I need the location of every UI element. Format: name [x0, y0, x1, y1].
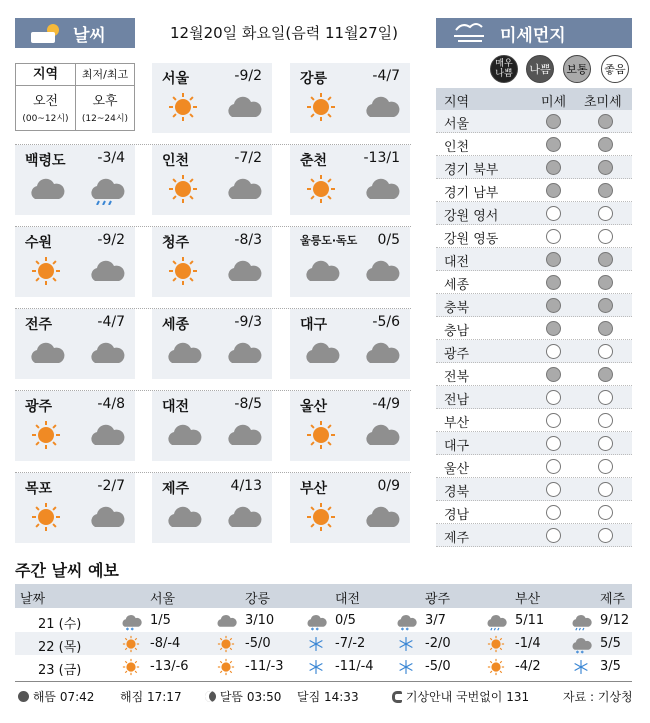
pm25-indicator [598, 482, 613, 497]
sunrise [18, 688, 94, 705]
city-temp: -4/8 [97, 396, 125, 412]
cloud-icon [87, 337, 125, 369]
weekly-header: 강릉 [245, 592, 271, 607]
city-card [15, 473, 135, 543]
dust-row [436, 110, 632, 133]
weekly-temp: -11/-4 [335, 659, 374, 674]
city-card [15, 145, 135, 215]
city-temp: -5/6 [372, 314, 400, 330]
pm25-indicator [598, 528, 613, 543]
weekly-temp: 3/10 [245, 613, 275, 628]
cloud-icon [302, 255, 340, 287]
legend-am-label: 오전 [32, 94, 59, 109]
city-temp: 4/13 [230, 478, 262, 494]
dust-row [436, 225, 632, 248]
dust-row [436, 317, 632, 340]
city-name: 부산 [300, 481, 328, 497]
city-temp: -13/1 [363, 150, 400, 166]
weekly-temp: -1/4 [515, 636, 541, 651]
cloud-icon [362, 173, 400, 205]
weekly-temp: -11/-3 [245, 659, 284, 674]
sun-icon [302, 91, 340, 123]
city-temp: -2/7 [97, 478, 125, 494]
city-name: 청주 [162, 235, 190, 251]
sun-icon [302, 501, 340, 533]
rain-cloud-icon [570, 611, 592, 631]
city-name: 강릉 [300, 71, 328, 87]
dust-row [436, 202, 632, 225]
city-temp: -7/2 [234, 150, 262, 166]
weather-title: 날씨 [73, 25, 106, 46]
pm10-indicator [546, 206, 561, 221]
legend-bad: 나쁨 [526, 55, 554, 83]
pm10-indicator [546, 252, 561, 267]
pm25-indicator [598, 344, 613, 359]
weekly-header: 서울 [150, 592, 176, 607]
pm10-indicator [546, 183, 561, 198]
cloud-icon [164, 501, 202, 533]
pm10-indicator [546, 367, 561, 382]
dust-row [436, 340, 632, 363]
dust-region: 광주 [444, 347, 470, 362]
dust-region: 전남 [444, 393, 470, 408]
sunrise-text: 해뜸 07:42 [32, 690, 95, 704]
city-card [152, 309, 272, 379]
sun-icon [27, 419, 65, 451]
moonset-text: 달짐 14:33 [297, 690, 359, 704]
sun-icon [215, 634, 237, 654]
city-card [290, 145, 410, 215]
legend-pm-label: 오후 [92, 94, 118, 109]
cloud-icon [87, 419, 125, 451]
snow-cloud-icon [120, 611, 142, 631]
dust-row [436, 133, 632, 156]
weekly-temp: 5/5 [600, 636, 621, 651]
dust-region: 부산 [444, 416, 470, 431]
weekly-temp: 0/5 [335, 613, 356, 628]
legend-am [16, 86, 76, 130]
city-name: 목포 [25, 481, 53, 497]
weekly-temp: 1/5 [150, 613, 171, 628]
pm10-indicator [546, 459, 561, 474]
dust-title: 미세먼지 [500, 25, 566, 46]
dust-region: 충북 [444, 301, 470, 316]
dust-row [436, 363, 632, 386]
pm25-indicator [598, 252, 613, 267]
dust-region: 강원 영동 [444, 232, 499, 247]
sun-icon [27, 255, 65, 287]
cloud-icon [224, 337, 262, 369]
pm10-indicator [546, 505, 561, 520]
svg-text:✱ ✱: ✱ ✱ [125, 626, 134, 631]
pm10-indicator [546, 413, 561, 428]
cloud-icon [87, 501, 125, 533]
pm10-indicator [546, 298, 561, 313]
cloud-icon [362, 501, 400, 533]
snowflake-icon [305, 657, 327, 677]
cloud-icon [362, 419, 400, 451]
cloud-icon [224, 91, 262, 123]
pm25-indicator [598, 321, 613, 336]
city-temp: -8/3 [234, 232, 262, 248]
city-name: 서울 [162, 71, 190, 87]
haze-icon [450, 20, 490, 46]
weekly-temp: 5/11 [515, 613, 545, 628]
pm25-indicator [598, 505, 613, 520]
dust-region: 대전 [444, 255, 470, 270]
dust-row [436, 271, 632, 294]
dust-row [436, 478, 632, 501]
city-temp: -3/4 [97, 150, 125, 166]
pm25-indicator [598, 298, 613, 313]
pm10-indicator [546, 482, 561, 497]
source-text: 자료 : 기상청 [563, 690, 633, 704]
weekly-temp: -7/-2 [335, 636, 366, 651]
dust-region: 울산 [444, 462, 470, 477]
sun-icon [302, 419, 340, 451]
weekly-temp: -2/0 [425, 636, 451, 651]
weekly-title: 주간 날씨 예보 [15, 561, 119, 580]
sun-icon [120, 657, 142, 677]
city-card [290, 227, 410, 297]
city-card [152, 227, 272, 297]
city-name: 대전 [162, 399, 190, 415]
svg-text:✱ ✱: ✱ ✱ [575, 649, 584, 654]
cloud-icon [362, 91, 400, 123]
pm25-indicator [598, 206, 613, 221]
city-temp: -4/7 [372, 68, 400, 84]
pm10-indicator [546, 229, 561, 244]
legend-normal: 보통 [563, 55, 591, 83]
city-name: 백령도 [25, 153, 66, 169]
dust-header [436, 18, 632, 48]
moonrise [205, 688, 281, 705]
pm10-indicator [546, 528, 561, 543]
dust-col-pm25: 초미세 [584, 95, 622, 110]
pm25-indicator [598, 160, 613, 175]
snowflake-icon [395, 634, 417, 654]
dust-col-region: 지역 [444, 95, 470, 110]
city-card [15, 309, 135, 379]
weekly-date: 21 (수) [38, 617, 82, 632]
city-card [15, 227, 135, 297]
weekly-temp: -5/0 [425, 659, 451, 674]
weekly-header: 날짜 [20, 592, 46, 607]
weather-header [15, 18, 135, 48]
legend-am-range: (00~12시) [22, 114, 69, 124]
pm10-indicator [546, 160, 561, 175]
city-temp: -8/5 [234, 396, 262, 412]
legend-very-bad: 매우 나쁨 [490, 55, 518, 83]
city-card [290, 63, 410, 133]
pm10-indicator [546, 275, 561, 290]
cloud-icon [362, 255, 400, 287]
city-name: 수원 [25, 235, 53, 251]
weekly-temp: 3/7 [425, 613, 446, 628]
city-card [152, 63, 272, 133]
svg-text:✱ ✱: ✱ ✱ [310, 626, 319, 631]
snow-cloud-icon [395, 611, 417, 631]
legend-pm [76, 86, 134, 130]
weekly-temp: -4/2 [515, 659, 541, 674]
dust-row [436, 156, 632, 179]
dust-region: 경북 [444, 485, 470, 500]
snowflake-icon [305, 634, 327, 654]
city-name: 세종 [162, 317, 190, 333]
legend-temp: 최저/최고 [76, 64, 134, 86]
city-card [15, 391, 135, 461]
phone-icon [392, 691, 402, 703]
snow-cloud-icon [305, 611, 327, 631]
sun-icon [27, 501, 65, 533]
sunset-text: 해짐 17:17 [120, 690, 182, 704]
dust-table-header [436, 88, 632, 110]
pm25-indicator [598, 459, 613, 474]
cloud-icon [362, 337, 400, 369]
city-name: 제주 [162, 481, 190, 497]
pm25-indicator [598, 436, 613, 451]
pm25-indicator [598, 229, 613, 244]
city-card [290, 473, 410, 543]
city-temp: -9/2 [234, 68, 262, 84]
dust-region: 제주 [444, 531, 470, 546]
cloud-icon [224, 419, 262, 451]
city-name: 전주 [25, 317, 53, 333]
legend-pm-range: (12~24시) [81, 114, 129, 124]
weather-info [392, 688, 529, 705]
city-card [152, 145, 272, 215]
city-temp: -9/2 [97, 232, 125, 248]
sun-icon [215, 657, 237, 677]
dust-row [436, 179, 632, 202]
dust-row [436, 294, 632, 317]
weekly-temp: 3/5 [600, 659, 621, 674]
cloud-icon [302, 337, 340, 369]
pm10-indicator [546, 390, 561, 405]
dust-region: 충남 [444, 324, 470, 339]
pm25-indicator [598, 367, 613, 382]
sun-icon [164, 173, 202, 205]
sun-icon [302, 173, 340, 205]
city-temp: 0/9 [377, 478, 400, 494]
dust-row [436, 432, 632, 455]
rain-cloud-icon [485, 611, 507, 631]
city-card [152, 391, 272, 461]
weather-legend [15, 63, 135, 131]
snowflake-icon [570, 657, 592, 677]
pm25-indicator [598, 275, 613, 290]
city-temp: -4/7 [97, 314, 125, 330]
city-temp: 0/5 [377, 232, 400, 248]
cloud-icon [164, 337, 202, 369]
dust-row [436, 501, 632, 524]
dust-region: 경남 [444, 508, 470, 523]
sun-small-icon [18, 691, 29, 702]
sun-icon [164, 255, 202, 287]
city-name: 춘천 [300, 153, 328, 169]
city-name: 대구 [300, 317, 328, 333]
moon-icon [205, 691, 216, 702]
dust-row [436, 524, 632, 547]
weekly-header: 제주 [600, 592, 626, 607]
city-card [152, 473, 272, 543]
dust-region: 경기 북부 [444, 163, 499, 178]
pm25-indicator [598, 413, 613, 428]
weekly-date: 22 (목) [38, 640, 82, 655]
weekly-temp: -13/-6 [150, 659, 189, 674]
dust-col-pm10: 미세 [541, 95, 567, 110]
sun-icon [485, 657, 507, 677]
weekly-temp: 9/12 [600, 613, 630, 628]
dust-region: 대구 [444, 439, 470, 454]
dust-row [436, 455, 632, 478]
snow-cloud-icon [570, 634, 592, 654]
cloud-icon [224, 173, 262, 205]
weekly-header: 부산 [515, 592, 541, 607]
weekly-temp: -5/0 [245, 636, 271, 651]
dust-row [436, 248, 632, 271]
pm10-indicator [546, 137, 561, 152]
weather-date: 12월20일 화요일(음력 11월27일) [170, 24, 398, 42]
city-name: 울릉도·독도 [300, 234, 358, 247]
cloud-icon [215, 611, 237, 631]
pm10-indicator [546, 321, 561, 336]
rain-cloud-icon [87, 173, 125, 205]
svg-text:✱ ✱: ✱ ✱ [400, 626, 409, 631]
pm10-indicator [546, 114, 561, 129]
cloud-icon [164, 419, 202, 451]
city-card [290, 309, 410, 379]
pm10-indicator [546, 436, 561, 451]
weekly-header: 대전 [335, 592, 361, 607]
sun-icon [120, 634, 142, 654]
dust-row [436, 409, 632, 432]
dust-region: 세종 [444, 278, 470, 293]
sun-icon [485, 634, 507, 654]
city-temp: -4/9 [372, 396, 400, 412]
legend-region: 지역 [16, 64, 76, 86]
sun-icon [164, 91, 202, 123]
pm25-indicator [598, 183, 613, 198]
cloud-icon [224, 255, 262, 287]
weekly-temp: -8/-4 [150, 636, 181, 651]
pm25-indicator [598, 137, 613, 152]
pm10-indicator [546, 344, 561, 359]
dust-region: 전북 [444, 370, 470, 385]
cloud-icon [27, 173, 65, 205]
pm25-indicator [598, 390, 613, 405]
pm25-indicator [598, 114, 613, 129]
city-name: 인천 [162, 153, 190, 169]
city-card [290, 391, 410, 461]
cloud-icon [87, 255, 125, 287]
weekly-date: 23 (금) [38, 663, 82, 678]
dust-region: 인천 [444, 140, 470, 155]
dust-region: 경기 남부 [444, 186, 499, 201]
moonrise-text: 달뜸 03:50 [219, 690, 282, 704]
dust-region: 강원 영서 [444, 209, 499, 224]
weather-info-text: 기상안내 국번없이 131 [405, 690, 530, 704]
snowflake-icon [395, 657, 417, 677]
sun-cloud-icon [27, 20, 67, 46]
dust-region: 서울 [444, 117, 470, 132]
weekly-header: 광주 [425, 592, 451, 607]
cloud-icon [27, 337, 65, 369]
city-temp: -9/3 [234, 314, 262, 330]
city-name: 울산 [300, 399, 328, 415]
cloud-icon [224, 501, 262, 533]
legend-good: 좋음 [601, 55, 629, 83]
dust-row [436, 386, 632, 409]
city-name: 광주 [25, 399, 53, 415]
